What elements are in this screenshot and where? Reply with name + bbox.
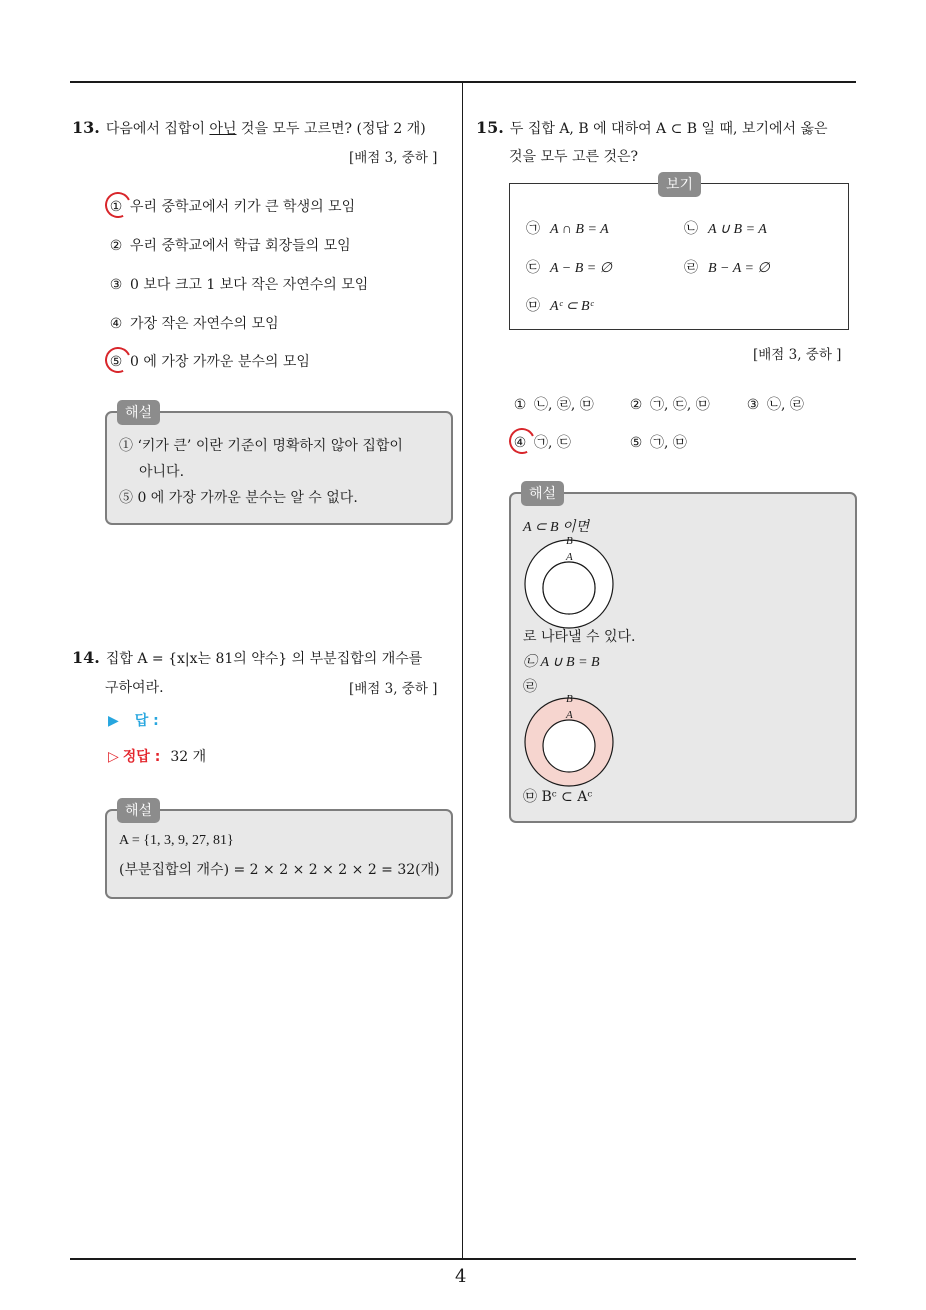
q15-explanation-mid: 로 나타낼 수 있다. (523, 629, 636, 645)
q13-option-5[interactable]: ⑤ 0 에 가장 가까운 분수의 모임 (109, 354, 310, 370)
bogi-item-1: ㉠ A ∩ B = A (526, 221, 609, 237)
q13-option-2[interactable]: ② 우리 중학교에서 학급 회장들의 모임 (109, 238, 351, 254)
bottom-rule (70, 1258, 856, 1260)
bogi-item-2: ㉡ A ∪ B = A (684, 221, 767, 237)
q13-underlined-word: 아닌 (209, 121, 237, 137)
answer-arrow-icon: ▶ (108, 713, 119, 729)
q13-answer-mark-5 (101, 343, 134, 376)
q13-option-3[interactable]: ③ 0 보다 크고 1 보다 작은 자연수의 모임 (109, 277, 369, 293)
venn1-label-a: A (566, 551, 573, 563)
page-number: 4 (455, 1266, 467, 1287)
q13-stem: 13. 다음에서 집합이 아닌 것을 모두 고르면? (정답 2 개) (72, 118, 426, 137)
q15-stem-line-2: 것을 모두 고른 것은? (509, 149, 639, 165)
q13-explanation-line-2: 아니다. (139, 464, 185, 480)
q15-score-meta: [배점 3, 중하 ] (753, 347, 842, 363)
bogi-item-3: ㉢ A − B = ∅ (526, 260, 612, 276)
q13-explanation-tag: 해설 (117, 400, 160, 425)
venn1-label-b: B (566, 535, 573, 547)
q13-score-meta: [배점 3, 중하 ] (349, 150, 438, 166)
q13-explanation-line-3: ⑤ 0 에 가장 가까운 분수는 알 수 없다. (119, 490, 358, 506)
q14-score-meta: [배점 3, 중하 ] (349, 681, 438, 697)
q15-explanation-head: A ⊂ B 이면 (523, 520, 590, 535)
q13-explanation-line-1: ① ‘키가 큰’ 이란 기준이 명확하지 않아 집합이 (119, 438, 403, 454)
q13-answer-mark-1 (101, 188, 134, 221)
column-divider (462, 81, 463, 1259)
q15-explanation-line-2: ㉡ A ∪ B = B (523, 655, 600, 670)
q15-choice-4[interactable]: ④ ㉠, ㉢ (513, 435, 571, 451)
q15-choice-3[interactable]: ③ ㉡, ㉣ (746, 397, 804, 413)
q14-correct-row (108, 746, 206, 766)
q13-option-4[interactable]: ④ 가장 작은 자연수의 모임 (109, 316, 279, 332)
bogi-item-5: ㉤ Aᶜ ⊂ Bᶜ (526, 298, 594, 314)
q14-explanation-line-2: (부분집합의 개수) = 2 × 2 × 2 × 2 × 2 = 32(개) (119, 862, 440, 878)
q15-bogi-box (509, 183, 849, 330)
q14-number: 14. (72, 648, 100, 667)
q15-answer-mark-4 (505, 424, 538, 457)
q14-stem-line-1: 14. 집합 A = {x|x는 81의 약수} 의 부분집합의 개수를 (72, 648, 423, 667)
q13-explanation-box (105, 411, 453, 525)
venn2-label-b: B (566, 693, 573, 705)
q15-explanation-box (509, 492, 857, 823)
q15-choice-1[interactable]: ① ㉡, ㉣, ㉤ (513, 397, 594, 413)
q15-stem-line-1: 15. 두 집합 A, B 에 대하여 A ⊂ B 일 때, 보기에서 옳은 (476, 118, 828, 137)
q15-choice-5[interactable]: ⑤ ㉠, ㉤ (629, 435, 687, 451)
q15-explanation-line-3: ㉣ (523, 679, 537, 695)
q14-explanation-box (105, 809, 453, 899)
bogi-item-4: ㉣ B − A = ∅ (684, 260, 770, 276)
q13-option-1[interactable]: ① 우리 중학교에서 키가 큰 학생의 모임 (109, 199, 356, 215)
q15-number: 15. (476, 118, 504, 137)
q15-bogi-tag: 보기 (658, 172, 701, 197)
q14-explanation-tag: 해설 (117, 798, 160, 823)
q14-answer-row[interactable] (108, 710, 159, 730)
q14-explanation-line-1: A = {1, 3, 9, 27, 81} (119, 833, 234, 848)
venn2-label-a: A (566, 709, 573, 721)
q14-correct-label: 정답 : (122, 749, 161, 765)
venn-diagram-shaded (521, 692, 617, 788)
q13-number: 13. (72, 118, 100, 137)
q15-explanation-tag: 해설 (521, 481, 564, 506)
correct-arrow-icon: ▷ (108, 749, 119, 765)
q14-correct-value: 32 개 (170, 749, 207, 765)
q14-answer-label: 답 : (134, 713, 159, 729)
q14-stem-line-2: 구하여라. (105, 680, 164, 696)
q15-explanation-line-4: ㉤ Bᶜ ⊂ Aᶜ (523, 789, 593, 805)
q15-choice-2[interactable]: ② ㉠, ㉢, ㉤ (629, 397, 710, 413)
venn-diagram-plain (521, 534, 617, 630)
